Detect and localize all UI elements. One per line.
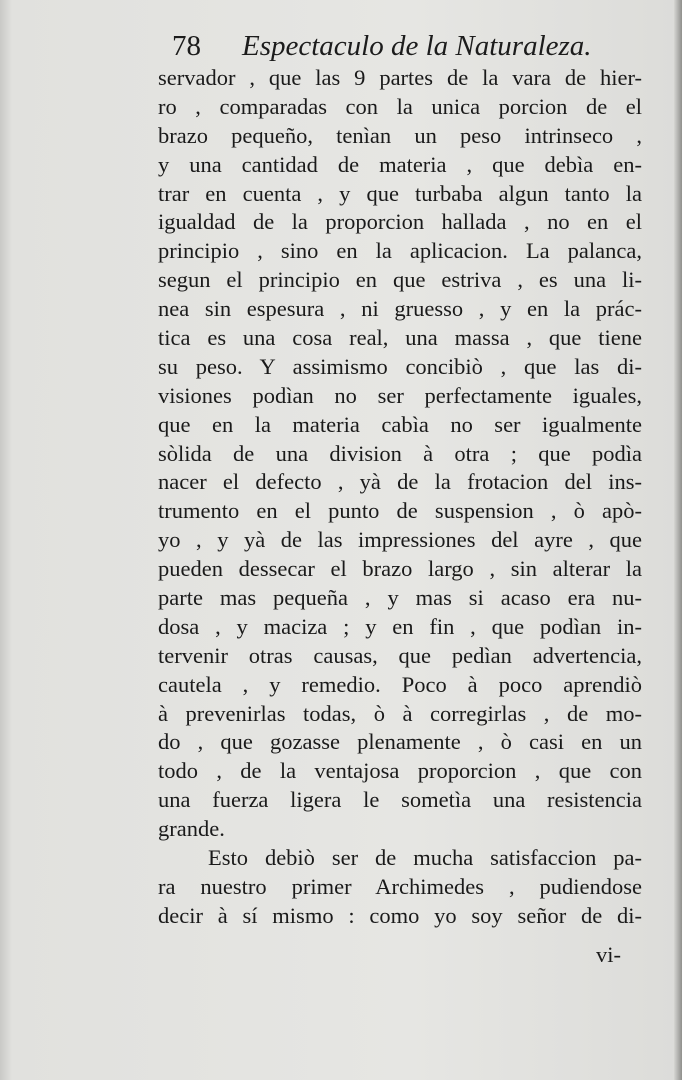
page-edge: [674, 0, 682, 1080]
paragraph-start-line: Esto debiò ser de mucha satisfaccion pa-: [208, 845, 642, 871]
text-line: nea sin espesura , ni gruesso , y en la prác-: [158, 296, 642, 322]
text-line: principio , sino en la aplicacion. La palanca,: [158, 238, 642, 264]
text-line: nacer el defecto , yà de la frotacion del ins-: [158, 469, 642, 495]
text-line: una fuerza ligera le sometìa una resistencia: [158, 787, 642, 813]
paragraph-end-line: grande.: [158, 816, 225, 842]
text-line: trumento en el punto de suspension , ò apò-: [158, 498, 642, 524]
text-line: ra nuestro primer Archimedes , pudiendose: [158, 873, 642, 899]
text-line: pueden dessecar el brazo largo , sin alterar la: [158, 556, 642, 582]
body-text: [158, 64, 642, 931]
text-line: decir à sí mismo : como yo soy señor de di-: [158, 902, 642, 928]
page-number: 78: [172, 30, 201, 62]
text-line: yo , y yà de las impressiones del ayre , que: [158, 527, 642, 553]
text-line: y una cantidad de materia , que debìa en-: [158, 151, 642, 177]
catchword: vi-: [596, 942, 621, 967]
text-line: que en la materia cabìa no ser igualmente: [158, 411, 642, 437]
text-line: dosa , y maciza ; y en fin , que podìan in-: [158, 613, 642, 639]
text-line: sòlida de una division à otra ; que podìa: [158, 440, 642, 466]
running-title: Espectaculo de la Naturaleza.: [242, 30, 592, 62]
text-line: segun el principio en que estriva , es una li-: [158, 267, 642, 293]
text-line: trar en cuenta , y que turbaba algun tanto la: [158, 180, 642, 206]
text-line: servador , que las 9 partes de la vara de hier-: [158, 65, 642, 90]
text-line: ro , comparadas con la unica porcion de el: [158, 93, 642, 119]
text-line: brazo pequeño, tenìan un peso intrinseco ,: [158, 122, 642, 148]
text-line: tica es una cosa real, una massa , que tiene: [158, 325, 642, 351]
text-line: tervenir otras causas, que pedìan advertencia,: [158, 642, 642, 668]
text-line: à prevenirlas todas, ò à corregirlas , de mo-: [158, 700, 642, 726]
text-line: visiones podìan no ser perfectamente iguales,: [158, 382, 642, 408]
text-line: igualdad de la proporcion hallada , no en el: [158, 209, 642, 235]
text-line: todo , de la ventajosa proporcion , que con: [158, 758, 642, 784]
text-line: cautela , y remedio. Poco à poco aprendiò: [158, 671, 642, 697]
text-line: parte mas pequeña , y mas si acaso era nu-: [158, 585, 642, 611]
text-line: su peso. Y assimismo concibiò , que las di-: [158, 353, 642, 379]
text-line: do , que gozasse plenamente , ò casi en un: [158, 729, 642, 755]
